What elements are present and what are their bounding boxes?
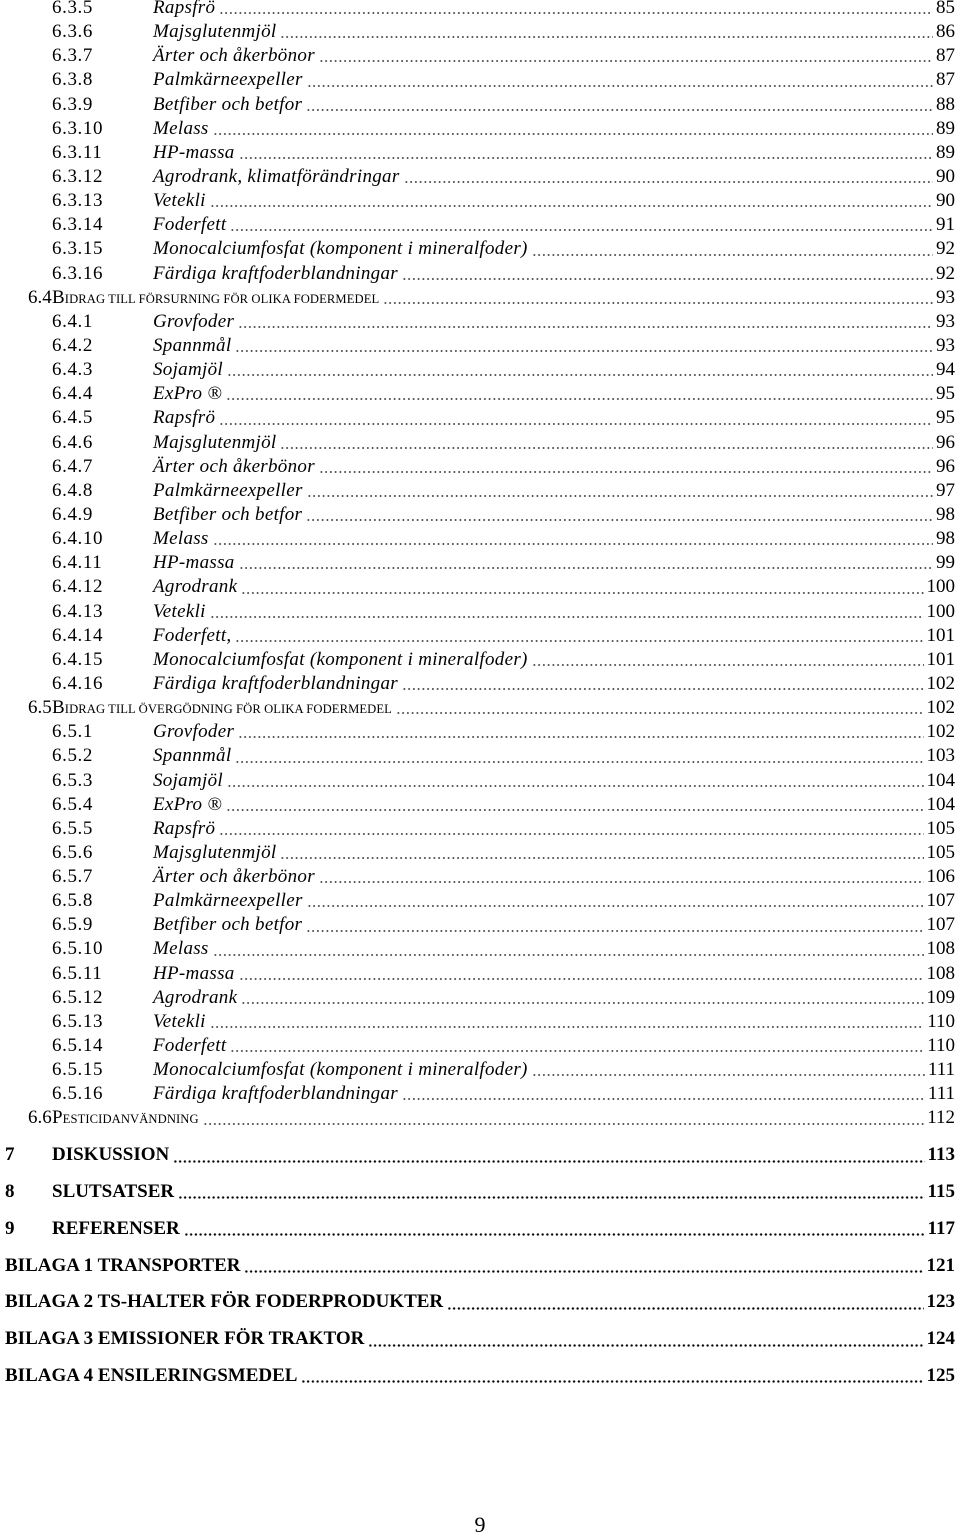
toc-entry-title: Sojamjöl xyxy=(153,769,223,791)
toc-entry-title: DISKUSSION xyxy=(52,1144,170,1166)
toc-entry xyxy=(0,455,960,479)
toc-entry-number: 6.4.7 xyxy=(52,455,93,477)
toc-entry-number: 6.4.4 xyxy=(52,383,93,405)
toc-entry-page: 101 xyxy=(926,648,955,670)
toc-dot-leader xyxy=(210,1026,924,1028)
toc-entry xyxy=(0,431,960,455)
toc-entry-number: 6.3.5 xyxy=(52,0,93,18)
toc-entry-page: 92 xyxy=(936,262,955,284)
toc-entry-page: 98 xyxy=(936,528,955,550)
toc-dot-leader xyxy=(230,229,933,231)
toc-entry-page: 96 xyxy=(936,431,955,453)
toc-entry-number: 6.5.2 xyxy=(52,745,93,767)
toc-entry-title: Foderfett, xyxy=(153,624,232,646)
toc-entry-number: 7 xyxy=(5,1144,15,1166)
toc-entry-title: Sojamjöl xyxy=(153,359,223,381)
toc-entry-page: 117 xyxy=(927,1217,955,1239)
toc-dot-leader xyxy=(227,374,933,376)
toc-entry-number: 6.5.14 xyxy=(52,1035,104,1057)
toc-dot-leader xyxy=(241,592,923,594)
toc-entry-title: Monocalciumfosfat (komponent i mineralfoder) xyxy=(153,238,528,260)
toc-entry-page: 93 xyxy=(936,286,955,308)
toc-entry-title: Palmkärneexpeller xyxy=(153,479,303,501)
toc-entry-title: HP-massa xyxy=(153,141,235,163)
toc-entry-page: 124 xyxy=(926,1328,955,1350)
toc-dot-leader xyxy=(184,1233,925,1236)
toc-dot-leader xyxy=(244,1270,923,1273)
toc-entry xyxy=(0,1034,960,1058)
toc-entry-number: 6.5.12 xyxy=(52,986,104,1008)
toc-entry xyxy=(0,913,960,937)
toc-entry-title: Agrodrank, klimatförändringar xyxy=(153,165,400,187)
toc-entry-page: 107 xyxy=(926,914,955,936)
toc-entry-page: 112 xyxy=(927,1107,955,1129)
toc-entry-page: 111 xyxy=(927,1083,955,1105)
toc-entry xyxy=(0,600,960,624)
toc-entry-title: Agrodrank xyxy=(153,576,238,598)
toc-entry-page: 87 xyxy=(936,69,955,91)
toc-entry-page: 91 xyxy=(936,214,955,236)
toc-dot-leader xyxy=(404,181,933,183)
toc-entry-number: 6.4.2 xyxy=(52,334,93,356)
toc-entry-page: 111 xyxy=(927,1059,955,1081)
toc-entry xyxy=(0,213,960,237)
toc-entry-page: 110 xyxy=(927,1010,955,1032)
toc-entry-title: Färdiga kraftfoderblandningar xyxy=(153,1083,398,1105)
toc-dot-leader xyxy=(307,905,924,907)
toc-entry-title: Vetekli xyxy=(153,1010,206,1032)
toc-entry-number: 6.3.16 xyxy=(52,262,104,284)
toc-dot-leader xyxy=(307,85,933,87)
toc-dot-leader xyxy=(301,1380,923,1383)
toc-entry-title: Rapsfrö xyxy=(153,0,216,18)
toc-entry-title: Ärter och åkerbönor xyxy=(153,45,315,67)
toc-entry xyxy=(0,382,960,406)
toc-entry-page: 109 xyxy=(926,986,955,1008)
toc-entry-title: Vetekli xyxy=(153,600,206,622)
toc-entry-number: 6.5.13 xyxy=(52,1010,104,1032)
toc-entry-page: 103 xyxy=(926,745,955,767)
toc-entry-title: Melass xyxy=(153,938,209,960)
toc-entry-page: 89 xyxy=(936,141,955,163)
toc-entry-title: Betfiber och betfor xyxy=(153,914,303,936)
toc-entry-number: 6.4.6 xyxy=(52,431,93,453)
toc-dot-leader xyxy=(239,978,924,980)
toc-entry-title: Foderfett xyxy=(153,1035,227,1057)
toc-entry xyxy=(0,696,960,720)
toc-entry-number: 6.3.10 xyxy=(52,117,104,139)
toc-entry-title: Rapsfrö xyxy=(153,407,216,429)
toc-entry-number: 6.5.7 xyxy=(52,866,93,888)
toc-dot-leader xyxy=(235,761,923,763)
toc-entry xyxy=(0,93,960,117)
toc-entry xyxy=(0,310,960,334)
toc-entry-number: 6.4.9 xyxy=(52,503,93,525)
toc-dot-leader xyxy=(239,157,933,159)
toc-dot-leader xyxy=(213,133,933,135)
toc-entry xyxy=(0,986,960,1010)
toc-entry-page: 98 xyxy=(936,503,955,525)
toc-entry-title: Melass xyxy=(153,528,209,550)
toc-entry-page: 105 xyxy=(926,841,955,863)
toc-entry-page: 88 xyxy=(936,93,955,115)
toc-entry-title: REFERENSER xyxy=(52,1217,180,1239)
toc-entry-page: 104 xyxy=(926,793,955,815)
toc-entry-number: 6.5.16 xyxy=(52,1083,104,1105)
toc-dot-leader xyxy=(319,471,933,473)
toc-entry xyxy=(0,1211,960,1248)
toc-entry-title: Färdiga kraftfoderblandningar xyxy=(153,262,398,284)
toc-entry xyxy=(0,551,960,575)
toc-entry-number: 6.4.3 xyxy=(52,359,93,381)
toc-entry xyxy=(0,165,960,189)
toc-entry-number: 6.5.10 xyxy=(52,938,104,960)
toc-entry-title: BILAGA 4 ENSILERINGSMEDEL xyxy=(5,1364,298,1386)
toc-entry xyxy=(0,503,960,527)
toc-dot-leader xyxy=(532,254,933,256)
toc-dot-leader xyxy=(402,688,924,690)
toc-dot-leader xyxy=(280,36,933,38)
toc-entry xyxy=(0,1058,960,1082)
toc-entry-title: Palmkärneexpeller xyxy=(153,890,303,912)
toc-entry-number: 6.4.8 xyxy=(52,479,93,501)
toc-entry xyxy=(0,68,960,92)
toc-dot-leader xyxy=(280,447,933,449)
toc-dot-leader xyxy=(173,1160,924,1163)
page-number: 9 xyxy=(474,1512,486,1537)
toc-entry-number: 6.5.1 xyxy=(52,721,93,743)
toc-dot-leader xyxy=(239,567,933,569)
toc-entry-number: 6.5.5 xyxy=(52,817,93,839)
toc-dot-leader xyxy=(396,712,924,714)
toc-entry xyxy=(0,817,960,841)
toc-entry xyxy=(0,20,960,44)
toc-entry-page: 89 xyxy=(936,117,955,139)
toc-entry-page: 108 xyxy=(926,962,955,984)
toc-entry-title: Foderfett xyxy=(153,214,227,236)
toc-entry xyxy=(0,406,960,430)
toc-entry xyxy=(0,189,960,213)
toc-entry-title: Palmkärneexpeller xyxy=(153,69,303,91)
toc-entry-number: 9 xyxy=(5,1217,15,1239)
toc-entry-page: 96 xyxy=(936,455,955,477)
toc-entry-number: 6.4.11 xyxy=(52,552,103,574)
toc-entry xyxy=(0,334,960,358)
toc-dot-leader xyxy=(226,809,923,811)
toc-entry xyxy=(0,237,960,261)
toc-entry-title: Rapsfrö xyxy=(153,817,216,839)
toc-entry-page: 95 xyxy=(936,383,955,405)
toc-dot-leader xyxy=(368,1344,923,1347)
toc-entry-number: 6.3.11 xyxy=(52,141,103,163)
toc-entry xyxy=(0,0,960,20)
toc-entry-page: 90 xyxy=(936,165,955,187)
toc-entry-page: 85 xyxy=(936,0,955,18)
toc-entry xyxy=(0,1082,960,1106)
toc-entry xyxy=(0,44,960,68)
toc-entry xyxy=(0,527,960,551)
toc-dot-leader xyxy=(219,12,933,14)
toc-entry-page: 99 xyxy=(936,552,955,574)
toc-entry-number: 6.3.8 xyxy=(52,69,93,91)
toc-entry xyxy=(0,962,960,986)
toc-entry-number: 6.6 xyxy=(28,1107,52,1129)
toc-entry-title: Majsglutenmjöl xyxy=(153,431,277,453)
toc-entry-number: 6.4.1 xyxy=(52,310,93,332)
toc-entry xyxy=(0,648,960,672)
toc-entry-title: Grovfoder xyxy=(153,721,235,743)
toc-dot-leader xyxy=(319,881,924,883)
toc-entry-page: 93 xyxy=(936,310,955,332)
toc-entry-number: 6.3.6 xyxy=(52,21,93,43)
toc-entry-number: 6.4 xyxy=(28,286,52,308)
toc-entry xyxy=(0,1137,960,1174)
toc-entry-title: Agrodrank xyxy=(153,986,238,1008)
toc-entry-page: 102 xyxy=(926,697,955,719)
toc-entry xyxy=(0,141,960,165)
toc-dot-leader xyxy=(210,616,924,618)
toc-entry xyxy=(0,769,960,793)
toc-entry xyxy=(0,624,960,648)
toc-entry-title: PESTICIDANVÄNDNING xyxy=(52,1107,199,1129)
toc-entry-page: 100 xyxy=(926,576,955,598)
toc-entry-page: 90 xyxy=(936,190,955,212)
toc-entry xyxy=(0,889,960,913)
toc-entry-title: HP-massa xyxy=(153,552,235,574)
toc-entry xyxy=(0,117,960,141)
toc-entry-number: 6.4.10 xyxy=(52,528,104,550)
toc-entry-page: 106 xyxy=(926,866,955,888)
toc-entry xyxy=(0,1248,960,1285)
toc-dot-leader xyxy=(280,857,923,859)
toc-dot-leader xyxy=(383,302,933,304)
toc-entry-number: 6.3.13 xyxy=(52,190,104,212)
toc-dot-leader xyxy=(226,398,933,400)
toc-entry xyxy=(0,1284,960,1321)
toc-entry-number: 6.3.12 xyxy=(52,165,104,187)
toc-dot-leader xyxy=(306,109,933,111)
toc-entry-title: Ärter och åkerbönor xyxy=(153,866,315,888)
toc-entry xyxy=(0,937,960,961)
toc-dot-leader xyxy=(238,326,933,328)
toc-dot-leader xyxy=(213,543,933,545)
toc-dot-leader xyxy=(532,664,924,666)
toc-entry xyxy=(0,575,960,599)
toc-entry-number: 6.5.8 xyxy=(52,890,93,912)
toc-entry-title: BIDRAG TILL FÖRSURNING FÖR OLIKA FODERMEDEL xyxy=(52,286,380,308)
toc-dot-leader xyxy=(307,495,933,497)
toc-entry xyxy=(0,1358,960,1395)
toc-entry-page: 94 xyxy=(936,359,955,381)
toc-entry-page: 92 xyxy=(936,238,955,260)
toc-entry-title: Majsglutenmjöl xyxy=(153,841,277,863)
toc-entry-page: 105 xyxy=(926,817,955,839)
toc-entry-number: 6.4.16 xyxy=(52,672,104,694)
toc-entry-number: 6.4.12 xyxy=(52,576,104,598)
toc-dot-leader xyxy=(402,278,933,280)
toc-entry-title: ExPro ® xyxy=(153,383,223,405)
toc-entry-number: 6.5.15 xyxy=(52,1059,104,1081)
toc-entry-number: 6.3.15 xyxy=(52,238,104,260)
toc-entry-title: Betfiber och betfor xyxy=(153,93,303,115)
toc-entry-number: 6.3.7 xyxy=(52,45,93,67)
toc-entry-page: 95 xyxy=(936,407,955,429)
toc-entry xyxy=(0,793,960,817)
toc-entry xyxy=(0,1010,960,1034)
toc-dot-leader xyxy=(213,954,924,956)
toc-entry-page: 107 xyxy=(926,890,955,912)
toc-entry-title: HP-massa xyxy=(153,962,235,984)
toc-entry-title: Betfiber och betfor xyxy=(153,503,303,525)
toc-dot-leader xyxy=(447,1307,923,1310)
toc-entry-number: 6.5 xyxy=(28,697,52,719)
toc-entry-number: 6.4.13 xyxy=(52,600,104,622)
toc-dot-leader xyxy=(319,60,933,62)
toc-entry-title: Ärter och åkerbönor xyxy=(153,455,315,477)
toc-entry-title: Färdiga kraftfoderblandningar xyxy=(153,672,398,694)
toc-entry xyxy=(0,865,960,889)
toc-entry-page: 115 xyxy=(927,1180,955,1202)
toc-entry-page: 123 xyxy=(926,1291,955,1313)
toc-entry-number: 6.4.5 xyxy=(52,407,93,429)
toc-entry-title: BIDRAG TILL ÖVERGÖDNING FÖR OLIKA FODERMEDEL xyxy=(52,697,392,719)
toc-entry-title: BILAGA 2 TS-HALTER FÖR FODERPRODUKTER xyxy=(5,1291,444,1313)
toc-entry-title: BILAGA 1 TRANSPORTER xyxy=(5,1254,241,1276)
toc-dot-leader xyxy=(203,1123,925,1125)
toc-entry-page: 97 xyxy=(936,479,955,501)
toc-entry-page: 108 xyxy=(926,938,955,960)
toc-entry-page: 113 xyxy=(927,1144,955,1166)
toc-dot-leader xyxy=(219,423,933,425)
toc-entry-number: 6.5.3 xyxy=(52,769,93,791)
toc-entry-number: 6.3.9 xyxy=(52,93,93,115)
toc-entry-title: Spannmål xyxy=(153,745,232,767)
toc-entry-page: 93 xyxy=(936,334,955,356)
toc-entry-number: 6.4.14 xyxy=(52,624,104,646)
toc-entry-title: Melass xyxy=(153,117,209,139)
toc-entry xyxy=(0,358,960,382)
toc-entry xyxy=(0,744,960,768)
toc-entry xyxy=(0,841,960,865)
toc-entry xyxy=(0,262,960,286)
toc-dot-leader xyxy=(241,1002,923,1004)
toc-entry-title: BILAGA 3 EMISSIONER FÖR TRAKTOR xyxy=(5,1328,365,1350)
toc-entry-title: Spannmål xyxy=(153,334,232,356)
toc-entry-number: 6.5.6 xyxy=(52,841,93,863)
toc-entry xyxy=(0,720,960,744)
toc-entry-title: ExPro ® xyxy=(153,793,223,815)
toc-entry-page: 110 xyxy=(927,1035,955,1057)
toc-entry-page: 104 xyxy=(926,769,955,791)
toc-entry xyxy=(0,1174,960,1211)
toc-entry-title: Monocalciumfosfat (komponent i mineralfoder) xyxy=(153,648,528,670)
toc-entry-page: 121 xyxy=(926,1254,955,1276)
toc-dot-leader xyxy=(227,785,924,787)
toc-dot-leader xyxy=(238,736,923,738)
toc-entry-number: 6.5.4 xyxy=(52,793,93,815)
toc-dot-leader xyxy=(235,640,923,642)
toc-entry xyxy=(0,286,960,310)
toc-dot-leader xyxy=(210,205,933,207)
toc-entry-number: 6.4.15 xyxy=(52,648,104,670)
toc-entry-page: 100 xyxy=(926,600,955,622)
toc-entry-title: Monocalciumfosfat (komponent i mineralfoder) xyxy=(153,1059,528,1081)
toc-entry-page: 102 xyxy=(926,672,955,694)
toc-dot-leader xyxy=(306,930,923,932)
toc-entry-page: 102 xyxy=(926,721,955,743)
toc-entry-title: Vetekli xyxy=(153,190,206,212)
toc-entry-number: 6.5.11 xyxy=(52,962,103,984)
toc-entry-title: Grovfoder xyxy=(153,310,235,332)
toc-dot-leader xyxy=(219,833,923,835)
toc-entry-number: 8 xyxy=(5,1180,15,1202)
toc-entry xyxy=(0,672,960,696)
toc-dot-leader xyxy=(402,1098,925,1100)
toc-dot-leader xyxy=(235,350,933,352)
toc-entry-number: 6.3.14 xyxy=(52,214,104,236)
toc-entry xyxy=(0,1106,960,1130)
toc-entry xyxy=(0,479,960,503)
toc-dot-leader xyxy=(532,1074,925,1076)
toc-entry xyxy=(0,1321,960,1358)
toc-entry-page: 87 xyxy=(936,45,955,67)
toc-entry-page: 125 xyxy=(926,1364,955,1386)
toc-entry-title: SLUTSATSER xyxy=(52,1180,175,1202)
toc-dot-leader xyxy=(178,1196,924,1199)
toc-dot-leader xyxy=(306,519,933,521)
toc-entry-page: 101 xyxy=(926,624,955,646)
toc-entry-title: Majsglutenmjöl xyxy=(153,21,277,43)
toc-dot-leader xyxy=(230,1050,924,1052)
toc-entry-number: 6.5.9 xyxy=(52,914,93,936)
toc-entry-page: 86 xyxy=(936,21,955,43)
